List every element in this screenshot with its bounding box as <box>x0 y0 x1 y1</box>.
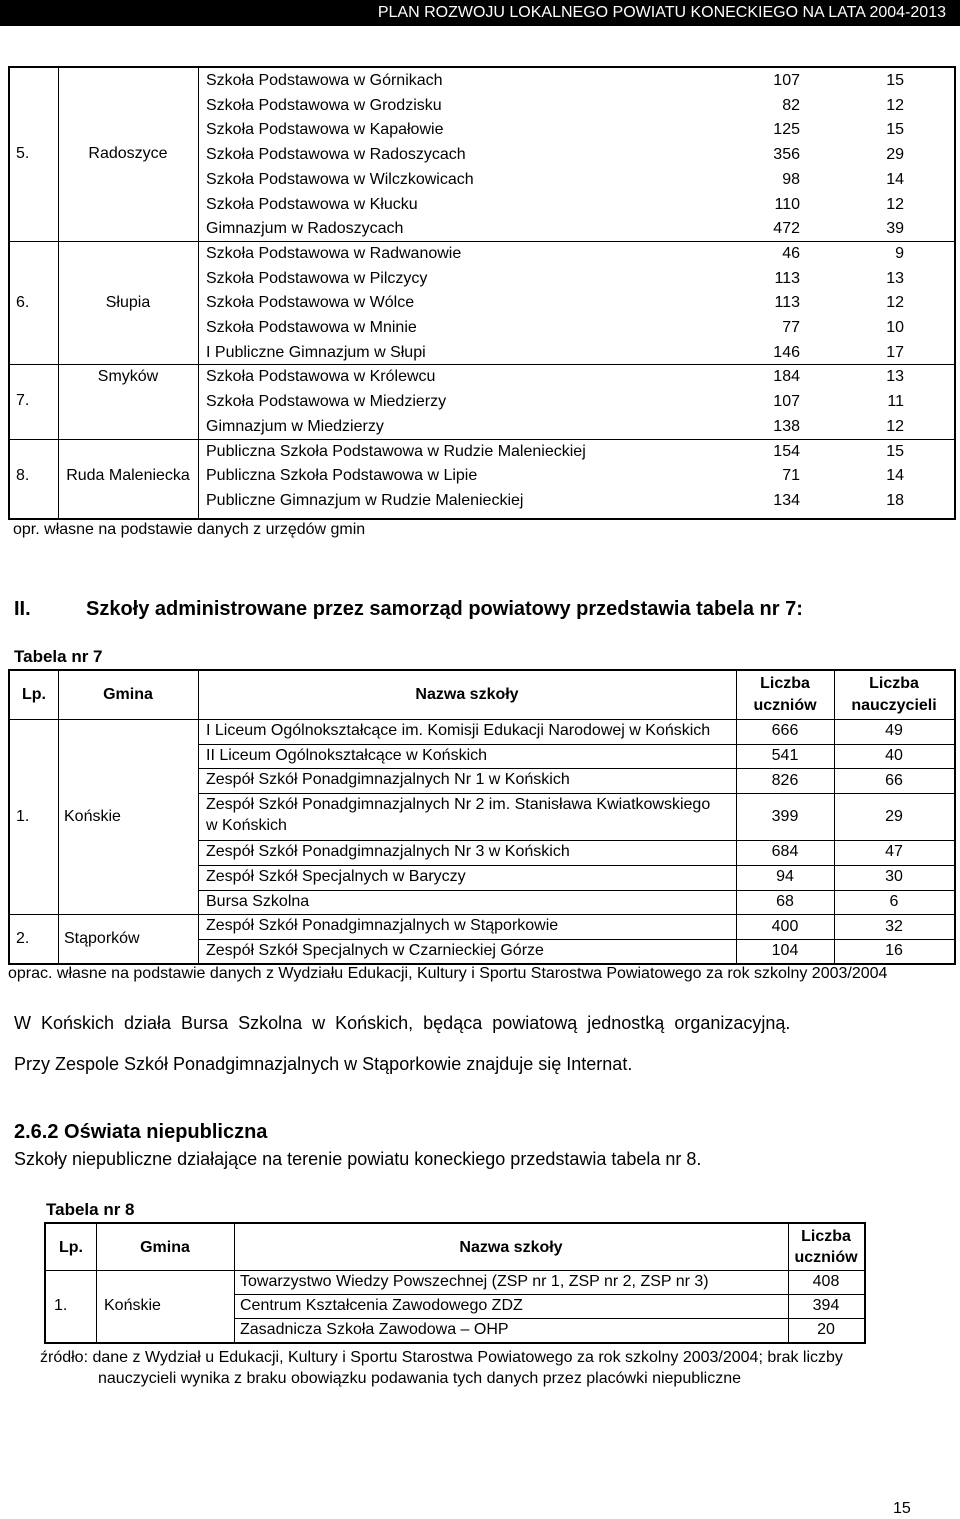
row-divider <box>198 890 954 891</box>
section-number: II. <box>14 598 31 620</box>
row-gmina: Końskie <box>104 1297 161 1314</box>
school-name: Szkoła Podstawowa w Górnikach <box>206 72 443 89</box>
school-name: Szkoła Podstawowa w Radwanowie <box>206 244 462 262</box>
student-count: 125 <box>773 121 800 139</box>
student-count: 77 <box>782 319 800 336</box>
section-title: Szkoły administrowane przez samorząd powiatowy przedstawia tabela nr 7: <box>86 598 803 620</box>
header-lp: Lp. <box>59 1239 83 1256</box>
student-count: 184 <box>773 368 800 386</box>
row-gmina: Końskie <box>64 807 121 825</box>
teacher-count: 16 <box>885 942 903 960</box>
school-name: Szkoła Podstawowa w Miedzierzy <box>206 393 447 411</box>
student-count: 826 <box>771 771 799 789</box>
header-teachers-1: Liczba <box>869 675 919 692</box>
school-name: Towarzystwo Wiedzy Powszechnej (ZSP nr 1, ZSP nr 2, ZSP nr 3) <box>240 1273 709 1290</box>
student-count: 113 <box>774 269 800 287</box>
teacher-count: 10 <box>886 319 904 336</box>
school-name: Szkoła Podstawowa w Grodzisku <box>206 96 442 114</box>
row-divider <box>198 939 954 940</box>
teacher-count: 30 <box>885 868 903 886</box>
teacher-count: 11 <box>887 393 904 411</box>
row-gmina: Słupia <box>105 293 151 311</box>
header-students-1: Liczba <box>760 675 810 692</box>
teacher-count: 9 <box>895 244 904 262</box>
student-count: 541 <box>771 747 799 765</box>
teacher-count: 12 <box>886 96 904 114</box>
teacher-count: 6 <box>889 892 899 910</box>
column-divider <box>198 671 199 963</box>
header-divider <box>10 719 954 720</box>
teacher-count: 15 <box>886 121 904 139</box>
row-divider <box>198 793 954 794</box>
column-divider <box>736 671 737 963</box>
student-count: 82 <box>782 96 800 114</box>
student-count: 107 <box>773 72 800 89</box>
school-name: Szkoła Podstawowa w Królewcu <box>206 368 436 386</box>
student-count: 113 <box>774 294 800 312</box>
teacher-count: 66 <box>885 771 903 789</box>
teacher-count: 29 <box>885 807 903 825</box>
student-count: 71 <box>782 467 800 485</box>
page-number: 15 <box>893 1500 911 1517</box>
school-name: II Liceum Ogólnokształcące w Końskich <box>206 746 488 764</box>
header-students-1: Liczba <box>801 1228 851 1245</box>
row-divider <box>234 1318 864 1319</box>
teacher-count: 49 <box>885 722 903 740</box>
school-name: I Publiczne Gimnazjum w Słupi <box>206 343 426 361</box>
row-lp: 2. <box>16 929 30 947</box>
student-count: 408 <box>812 1273 840 1290</box>
table7-caption: Tabela nr 7 <box>14 647 103 666</box>
teacher-count: 17 <box>886 343 904 361</box>
school-name: Bursa Szkolna <box>206 892 310 910</box>
student-count: 107 <box>773 393 800 411</box>
section-262-intro: Szkoły niepubliczne działające na terenie powiatu koneckiego przedstawia tabela nr 8. <box>14 1149 702 1169</box>
school-name: Zasadnicza Szkoła Zawodowa – OHP <box>240 1321 509 1338</box>
header-students-2: uczniów <box>753 697 817 714</box>
school-name: Szkoła Podstawowa w Wilczkowicach <box>206 170 474 188</box>
column-divider <box>234 1224 235 1342</box>
row-divider <box>198 768 954 769</box>
column-divider <box>834 671 835 963</box>
table-7 <box>8 669 956 965</box>
school-name: Zespół Szkół Specjalnych w Czarnieckiej Górze <box>206 941 544 959</box>
school-name: Gimnazjum w Radoszycach <box>206 220 404 238</box>
teacher-count: 15 <box>886 442 904 460</box>
row-gmina: Ruda Maleniecka <box>66 466 190 484</box>
teacher-count: 40 <box>885 747 903 765</box>
teacher-count: 14 <box>886 170 904 188</box>
table-8 <box>44 1222 866 1344</box>
row-lp: 1. <box>16 807 30 825</box>
school-name: Publiczne Gimnazjum w Rudzie Malenieckiej <box>206 491 524 509</box>
school-name: Szkoła Podstawowa w Mninie <box>206 319 417 336</box>
teacher-count: 14 <box>886 467 904 485</box>
student-count: 20 <box>817 1321 835 1338</box>
header-school-name: Nazwa szkoły <box>415 686 519 703</box>
table7-source: oprac. własne na podstawie danych z Wydziału Edukacji, Kultury i Sportu Starostwa Powiatowego za rok szkolny 2003/2004 <box>8 965 888 982</box>
row-divider <box>198 865 954 866</box>
row-divider <box>10 241 954 242</box>
header-gmina: Gmina <box>103 686 153 703</box>
teacher-count: 15 <box>886 72 904 89</box>
student-count: 400 <box>771 917 799 935</box>
school-name: Publiczna Szkoła Podstawowa w Rudzie Malenieckiej <box>206 442 586 460</box>
school-name: Szkoła Podstawowa w Pilczycy <box>206 269 428 287</box>
school-name: Szkoła Podstawowa w Kapałowie <box>206 121 444 139</box>
school-name: Zespół Szkół Ponadgimnazjalnych Nr 3 w Końskich <box>206 843 570 861</box>
column-divider <box>198 68 199 518</box>
running-header: PLAN ROZWOJU LOKALNEGO POWIATU KONECKIEGO NA LATA 2004-2013 <box>0 0 960 26</box>
school-name: Zespół Szkół Ponadgimnazjalnych Nr 2 im. Stanisława Kwiatkowskiego <box>206 796 711 814</box>
header-lp: Lp. <box>22 686 46 703</box>
row-lp: 6. <box>16 293 30 311</box>
row-lp: 7. <box>16 392 30 410</box>
student-count: 146 <box>773 343 800 361</box>
row-lp: 5. <box>16 145 30 163</box>
row-lp: 1. <box>54 1297 68 1314</box>
school-name: Szkoła Podstawowa w Wólce <box>206 294 415 312</box>
row-divider <box>234 1294 864 1295</box>
teacher-count: 18 <box>886 491 904 509</box>
header-teachers-2: nauczycieli <box>851 697 937 714</box>
teacher-count: 39 <box>886 220 904 238</box>
column-divider <box>96 1224 97 1342</box>
student-count: 666 <box>771 722 799 740</box>
column-divider <box>58 671 59 963</box>
school-name: Szkoła Podstawowa w Radoszycach <box>206 146 466 164</box>
school-name: Centrum Kształcenia Zawodowego ZDZ <box>240 1297 523 1314</box>
student-count: 68 <box>776 892 794 910</box>
teacher-count: 12 <box>886 195 904 213</box>
row-divider <box>10 364 954 365</box>
row-gmina: Smyków <box>97 368 159 386</box>
row-gmina: Radoszyce <box>88 145 168 163</box>
column-divider <box>58 68 59 518</box>
teacher-count: 13 <box>886 368 904 386</box>
header-school-name: Nazwa szkoły <box>459 1239 563 1256</box>
student-count: 134 <box>773 491 800 509</box>
schools-table-continued <box>8 66 956 520</box>
school-name: Szkoła Podstawowa w Kłucku <box>206 195 418 213</box>
student-count: 356 <box>773 146 800 164</box>
teacher-count: 32 <box>885 917 903 935</box>
header-gmina: Gmina <box>140 1239 190 1256</box>
student-count: 110 <box>774 195 800 213</box>
student-count: 138 <box>773 417 800 435</box>
teacher-count: 29 <box>886 146 904 164</box>
header-students-2: uczniów <box>794 1249 858 1266</box>
table8-source-line1: źródło: dane z Wydział u Edukacji, Kultury i Sportu Starostwa Powiatowego za rok szkolny 2003/2004; brak liczby <box>40 1349 843 1366</box>
student-count: 104 <box>771 942 799 960</box>
section-262-title: 2.6.2 Oświata niepubliczna <box>14 1121 268 1143</box>
school-name: Zespół Szkół Ponadgimnazjalnych Nr 1 w Końskich <box>206 771 570 789</box>
row-gmina: Stąporków <box>64 929 140 947</box>
row-divider <box>10 439 954 440</box>
group-divider <box>10 914 954 915</box>
student-count: 684 <box>771 843 799 861</box>
teacher-count: 12 <box>886 417 904 435</box>
teacher-count: 12 <box>886 294 904 312</box>
column-divider <box>788 1224 789 1342</box>
student-count: 154 <box>773 442 800 460</box>
student-count: 399 <box>771 807 799 825</box>
school-name: Publiczna Szkoła Podstawowa w Lipie <box>206 467 478 485</box>
teacher-count: 47 <box>885 843 903 861</box>
student-count: 472 <box>773 220 800 238</box>
row-divider <box>198 744 954 745</box>
paragraph-bursa: W Końskich działa Bursa Szkolna w Końskich, będąca powiatową jednostką organizacyjną. <box>14 1013 791 1033</box>
paragraph-internat: Przy Zespole Szkół Ponadgimnazjalnych w Stąporkowie znajduje się Internat. <box>14 1054 633 1074</box>
student-count: 94 <box>776 868 794 886</box>
row-divider <box>198 840 954 841</box>
header-divider <box>46 1270 864 1271</box>
teacher-count: 13 <box>886 269 904 287</box>
school-name: I Liceum Ogólnokształcące im. Komisji Edukacji Narodowej w Końskich <box>206 722 711 739</box>
school-name: Zespół Szkół Specjalnych w Baryczy <box>206 867 466 885</box>
student-count: 46 <box>782 244 800 262</box>
student-count: 98 <box>782 170 800 188</box>
school-name: Zespół Szkół Ponadgimnazjalnych w Stąporkowie <box>206 917 559 935</box>
school-name-line2: w Końskich <box>206 817 287 835</box>
table8-caption: Tabela nr 8 <box>46 1200 135 1219</box>
source-note-gmin: opr. własne na podstawie danych z urzędów gmin <box>13 521 366 538</box>
school-name: Gimnazjum w Miedzierzy <box>206 417 384 435</box>
row-lp: 8. <box>16 466 30 484</box>
student-count: 394 <box>812 1297 840 1314</box>
table8-source-line2: nauczycieli wynika z braku obowiązku podawania tych danych przez placówki niepubliczne <box>98 1370 742 1387</box>
